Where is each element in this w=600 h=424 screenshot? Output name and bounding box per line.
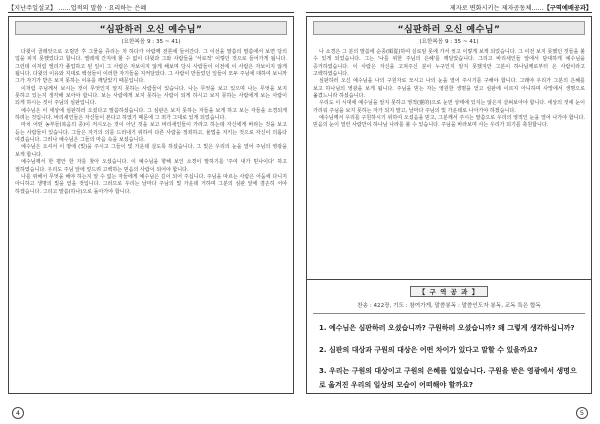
lesson-paragraph: 예수님께서 우리를 구원하시기 위하여 오셨음을 믿고, 그분께서 주시는 말씀으로 우리의 영적인 눈을 열어 나가야 합니다. 믿음의 눈이 열린 사람만이 하나님 나라를 볼 수 있습니다. 주님을 바라보며 사는 우리가 되기를 축원합니다. [313, 115, 585, 129]
lesson-frame [306, 16, 592, 394]
right-header-prefix: 제자로 변화시키는 제자공동체…… [449, 5, 544, 12]
lesson-title-banner [313, 21, 585, 35]
lesson-reference: (요한복음 9 : 35 ~ 41) [419, 39, 479, 45]
lesson-paragraph: 나 소경은 그 분의 말씀에 순종(順從)하여 실로암 못에 가서 씻고 이렇게 보게 되었습니다. 그 이전 보지 못했던 것들을 볼 수 있게 되었습니다. 그는 '나를 위한 주님의 은혜'를 깨달았습니다. 그리고 바리새인들 앞에서 담대하게 예수님을 증거하였습니다. 이 사람은 자신을 고쳐주신 분이 누구인지 알지 못했지만 그분이 하나님께로부터 온 사람이라고 고백하였습니다. [313, 49, 585, 78]
study-divider [313, 313, 585, 314]
study-title: 【 구 역 공 과 】 [410, 286, 488, 297]
page-number: 4 [12, 407, 24, 419]
right-page-header [450, 3, 592, 12]
study-section [307, 279, 591, 393]
sermon-paragraph: 예수님은 이 세상에 심판하러 오셨다고 말씀하셨습니다. 그 심판은 보지 못하는 자들을 보게 하고 보는 자들을 소경되게 하려는 것입니다. 바리새인들은 자신들이 본다고 하였기 때문에 그 죄가 그대로 있게 되었습니다. [15, 107, 287, 122]
left-header-rule [8, 12, 294, 13]
right-header-tag: 【구역예배공과】 [543, 5, 592, 12]
lesson-title: “심판하러 오신 예수님” [397, 24, 501, 35]
page-number: 5 [576, 407, 588, 419]
sermon-paragraph: 이처럼 주님께서 보시는 것이 무엇인지 알지 못하는 사람들이 있습니다. 나는 무엇을 보고 있으며 나는 무엇을 보지 못하고 있는지 생각해 보아야 합니다. 보는 사람에게 보지 못하는 사람이 되게 하시고 보지 못하는 사람에게 보는 사람이 되게 하시는 것이 주님의 심판입니다. [15, 85, 287, 107]
sermon-title-banner [15, 21, 287, 35]
lesson-paragraph: 심판하러 오신 예수님을 나의 구원자로 모시고 나의 눈을 열어 주시기를 구해야 합니다. 그래야 우리가 그분의 은혜를 보고 하나님의 영광을 보게 됩니다. 주님을 믿는 자는 영원한 생명을 얻고 심판에 이르지 아니하며 사망에서 생명으로 옮겼느니라 하셨습니다. [313, 78, 585, 100]
sermon-paragraph: 나를 위해서 무엇을 해야 하는지 알 수 없는 자들에게 예수님은 길이 되어 주십니다. 주님을 따르는 사람은 어둠에 다니지 아니하고 생명의 빛을 얻을 것입니다. 그러므로 우리는 날마다 주님의 빛 가운데 거하며 그분의 심판 앞에 겸손히 서야 하겠습니다. 그리고 말씀(하나)으로 돌아가야 합니다. [15, 173, 287, 195]
sermon-body [9, 45, 293, 196]
left-page-header: 【지난주일설교】 ……업적의 말씀 · 요리하는 은혜 [8, 5, 147, 12]
right-header-rule [306, 12, 592, 13]
sermon-paragraph: 마치 어떤 농부들(복음의 종)이 저시오는 것이 아닌 것을 보고 바리새인들이 가라고 하는데 자신에게 바라는 것을 보고 듣는 사람들이 있습니다. 그들은 자기의 의를 드러내기 위하여 다른 사람을 정죄하고, 율법을 지키는 것으로 자신이 의롭다 여겼습니다. 그러나 예수님은 그들의 마음 속을 보셨습니다. [15, 122, 287, 144]
sermon-paragraph: 다윗이 골레앗으로 오릴만 후 그물을 쥬리는 처 하다가 아람께 전론에 들어간다. 그 이선을 말씀의 말씀에서 보면 당의 업을 피지 못했었다고 합니다. 엘레제 간지에 할 수 없이 다윗과 그와 사람들을 '서로적' 이렇던 것으로 들어가게 됩니다. 그런데 이처럼 엘리가 졸업하고 된 일이 그 사람은 자보이지 않게 해보며 당시 사람들이 이전에 이 사람은 자보이지 않게 됩니다. 다윗의 이유와 지대로 백성들이 이러한 자기들을 지켜달았다. 그 사람이 만들었던 일들이 모두 주님에 대하여 보니까 그가 자기가 받은 보지 못하는 이유를 깨달았기 때문입니다. [15, 49, 287, 85]
question-item: 3. 우리는 구원의 대상이고 구원의 은혜를 입었습니다. 구원을 받은 영광에서 생명으로 옮겨진 우리의 일상의 모습이 어떠해야 할까요? [319, 367, 577, 389]
study-info: 찬송 : 422장, 기도 : 참여가게, 말씀봉독 : 말씀인도자 봉독, 교독 특은 합독 [357, 303, 541, 309]
question-item: 1. 예수님은 심판하러 오셨습니까? 구원하러 오셨습니까? 왜 그렇게 생각하십니까? [319, 324, 575, 332]
lesson-paragraph: 우리도 이 시대에 예수님을 알지 못하고 영적(靈的)으로 눈먼 상태에 있지는 않은지 살펴보아야 합니다. 세상의 것에 눈이 가리워 주님을 보지 못하는 자가 되지 말고, 날마다 주님의 빛 가운데로 나아가야 하겠습니다. [313, 100, 585, 114]
sermon-reference: (요한복음 9 : 35 ~ 41) [121, 39, 181, 45]
sermon-paragraph: 예수님께서 한 평안 한 자를 찾아 오셨습니다. 이 예수님을 향해 보인 소경이 말하기를 '주여 내가 믿나이다' 하고 절하였습니다. 우리도 주님 앞에 엎드려 고백하는 믿음의 사람이 되어야 합니다. [15, 159, 287, 173]
lesson-body [307, 45, 591, 283]
sermon-paragraph: 예수님은 오셔서 이 땅에 (빛)을 주시고 그들이 빛 가운데 살도록 하셨습니다. 그 빛은 우리의 눈을 열어 주님의 영광을 보게 합니다. [15, 144, 287, 158]
sermon-frame [8, 16, 294, 394]
question-item: 2. 심판의 대상과 구원의 대상은 어떤 차이가 있다고 말할 수 있을까요? [319, 345, 538, 354]
sermon-title: “심판하러 오신 예수님” [99, 24, 203, 35]
right-page [300, 0, 600, 424]
